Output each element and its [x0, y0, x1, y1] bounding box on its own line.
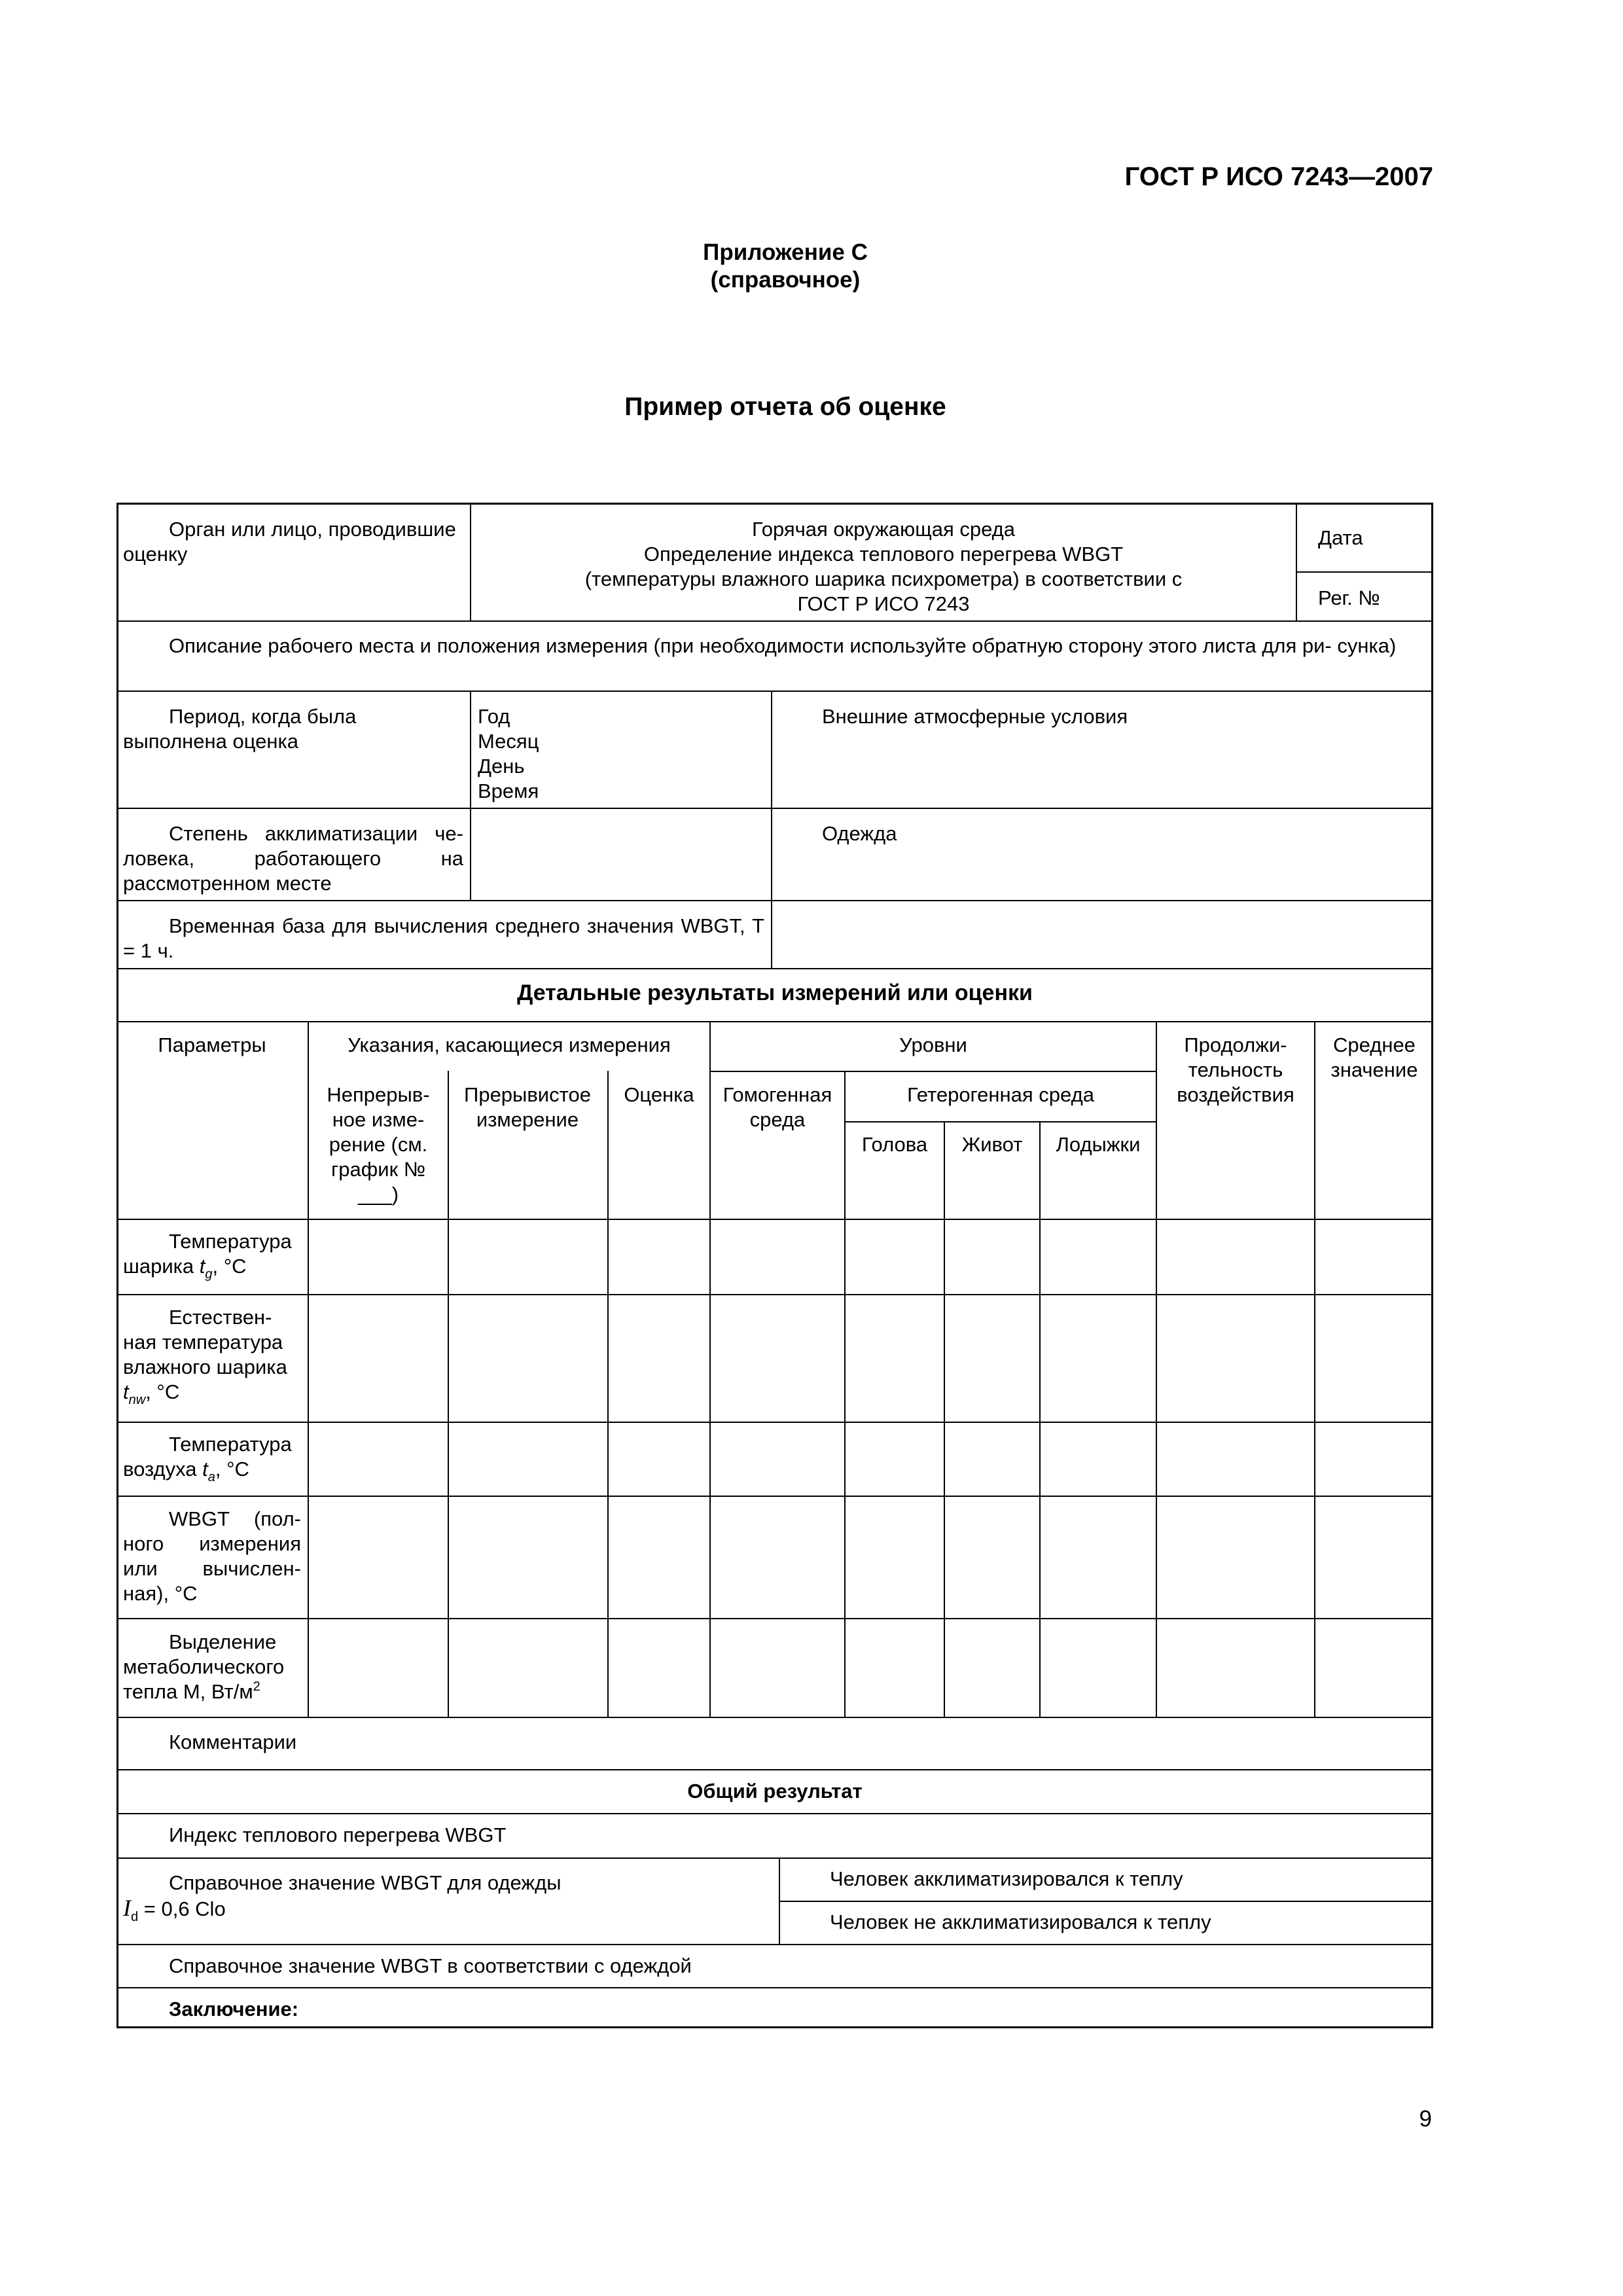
id-value: = 0,6 Clo — [143, 1897, 226, 1920]
period-fields — [478, 704, 766, 804]
param-wbgt: WBGT (пол- ного измерения или вычислен- ная), °С — [123, 1507, 301, 1605]
row-divider — [116, 620, 1433, 622]
organ-label: Орган или лицо, проводившие оценку — [123, 518, 456, 565]
col-divider — [607, 1071, 609, 1717]
row-divider — [116, 1813, 1433, 1814]
annex-heading — [0, 239, 1571, 294]
form-title — [476, 517, 1291, 617]
param-air-unit: , °С — [215, 1458, 249, 1480]
annex-type: (справочное) — [710, 267, 861, 293]
param-wet-symbol: t — [123, 1380, 129, 1403]
col-divider — [771, 691, 772, 968]
id-symbol: I — [123, 1895, 131, 1921]
row-divider — [116, 1294, 1433, 1295]
standard-number: ГОСТ Р ИСО 7243—2007 — [1124, 162, 1433, 191]
acclimatization-label: Степень акклиматизации че- ловека, работающего на рассмотренном месте — [123, 822, 463, 895]
param-air-sub: a — [207, 1470, 215, 1484]
summary-not-acclimatized: Человек не акклиматизировался к теплу — [830, 1910, 1211, 1933]
col-header-duration: Продолжи- тельность воздействия — [1177, 1033, 1294, 1106]
period-month: Месяц — [478, 730, 539, 753]
row-divider — [116, 1021, 1433, 1022]
reg-number-label: Рег. № — [1318, 586, 1380, 609]
param-metab-words: Выделение метаболического тепла М, Вт/м — [123, 1630, 285, 1703]
col-divider — [944, 1121, 945, 1717]
annex-label: Приложение С — [703, 240, 868, 265]
row-divider — [116, 1987, 1433, 1988]
period-year: Год — [478, 705, 510, 728]
row-divider — [116, 1717, 1433, 1718]
page-title: Пример отчета об оценке — [624, 393, 946, 421]
summary-conclusion: Заключение: — [169, 1998, 299, 2020]
time-base-label: Временная база для вычисления среднего значения WBGT, T = 1 ч. — [123, 914, 764, 962]
row-divider — [116, 808, 1433, 809]
row-divider — [779, 1901, 1433, 1902]
external-conditions-label: Внешние атмосферные условия — [822, 705, 1128, 728]
results-heading: Детальные результаты измерений или оценки — [517, 980, 1033, 1005]
param-metab-sup: 2 — [253, 1679, 260, 1694]
param-wet-text: Естествен- ная температура влажного шарика — [123, 1306, 287, 1378]
param-globe-line1: Температура — [169, 1230, 292, 1253]
col-header-parameters: Параметры — [158, 1033, 266, 1056]
param-air-symbol: t — [202, 1458, 208, 1480]
param-metabolic-heat — [123, 1630, 306, 1707]
param-globe-sub: g — [205, 1267, 213, 1282]
col-header-homogeneous: Гомогенная среда — [722, 1083, 832, 1131]
row-divider — [116, 691, 1433, 692]
summary-reference-clothing — [123, 1871, 771, 1924]
param-air-temperature — [123, 1432, 301, 1484]
col-header-continuous: Непрерыв- ное изме- рение (см. график № ___) — [327, 1083, 430, 1206]
col-header-ankles: Лодыжки — [1056, 1133, 1141, 1156]
col-divider — [1156, 1021, 1157, 1717]
row-divider — [116, 1769, 1433, 1770]
col-divider — [1039, 1121, 1041, 1717]
col-divider — [779, 1857, 780, 1944]
form-title-line: Определение индекса теплового перегрева WBGT — [643, 543, 1124, 565]
col-divider — [1314, 1021, 1315, 1717]
row-divider — [116, 1219, 1433, 1220]
row-divider — [1296, 571, 1433, 573]
row-divider — [116, 1618, 1433, 1619]
param-wet-line — [123, 1380, 301, 1407]
summary-index: Индекс теплового перегрева WBGT — [169, 1823, 507, 1846]
page-number: 9 — [1419, 2106, 1432, 2132]
col-header-heterogeneous: Гетерогенная среда — [907, 1083, 1094, 1106]
form-title-line: ГОСТ Р ИСО 7243 — [797, 592, 970, 615]
row-divider — [116, 900, 1433, 901]
row-divider — [709, 1071, 1156, 1072]
col-header-indications: Указания, касающиеся измерения — [348, 1033, 671, 1056]
row-divider — [116, 1422, 1433, 1423]
summary-reference-value: Справочное значение WBGT в соответствии с одеждой — [169, 1954, 692, 1977]
col-header-levels: Уровни — [899, 1033, 967, 1056]
param-globe-symbol: t — [199, 1255, 205, 1278]
col-header-abdomen: Живот — [961, 1133, 1023, 1156]
row-divider — [116, 1857, 1433, 1859]
col-header-head: Голова — [861, 1133, 928, 1156]
param-metab-text — [123, 1630, 306, 1707]
row-divider — [116, 1496, 1433, 1497]
period-time: Время — [478, 780, 539, 802]
comments-label: Комментарии — [169, 1731, 297, 1753]
row-divider — [116, 1944, 1433, 1945]
col-divider — [308, 1021, 309, 1717]
date-label: Дата — [1318, 526, 1363, 549]
param-wet-unit: , °С — [145, 1380, 180, 1403]
period-day: День — [478, 755, 525, 778]
reference-clothing-text: Справочное значение WBGT для одежды — [169, 1871, 562, 1894]
period-label: Период, когда была выполнена оценка — [123, 705, 357, 753]
clothing-label: Одежда — [822, 822, 897, 845]
param-air-word: воздуха — [123, 1458, 197, 1480]
col-divider — [448, 1071, 449, 1717]
id-sub: d — [131, 1910, 139, 1924]
param-wet-sub: nw — [128, 1393, 146, 1407]
param-globe-line2 — [123, 1254, 300, 1282]
col-divider — [1296, 503, 1297, 620]
workplace-description: Описание рабочего места и положения измерения (при необходимости используйте обратную сторону этого листа для ри- сунка) — [169, 634, 1397, 657]
param-globe-temperature — [123, 1229, 300, 1282]
param-air-line1: Температура — [169, 1433, 292, 1456]
form-title-line: (температуры влажного шарика психрометра) в соответствии с — [584, 567, 1183, 590]
param-globe-unit: , °С — [212, 1255, 247, 1278]
param-wet-bulb — [123, 1305, 301, 1407]
col-header-mean: Среднее значение — [1330, 1033, 1418, 1081]
row-divider — [116, 968, 1433, 969]
col-header-estimate: Оценка — [624, 1083, 694, 1106]
col-divider — [470, 503, 471, 620]
param-air-line2 — [123, 1457, 301, 1484]
col-header-intermittent: Прерывистое измерение — [464, 1083, 591, 1131]
summary-acclimatized: Человек акклиматизировался к теплу — [830, 1867, 1183, 1890]
row-divider — [844, 1121, 1156, 1122]
form-title-line: Горячая окружающая среда — [752, 518, 1015, 541]
param-globe-word: шарика — [123, 1255, 194, 1278]
summary-heading: Общий результат — [687, 1780, 863, 1803]
reference-clothing-id — [123, 1895, 771, 1924]
col-divider — [470, 691, 471, 900]
col-divider — [844, 1071, 846, 1717]
